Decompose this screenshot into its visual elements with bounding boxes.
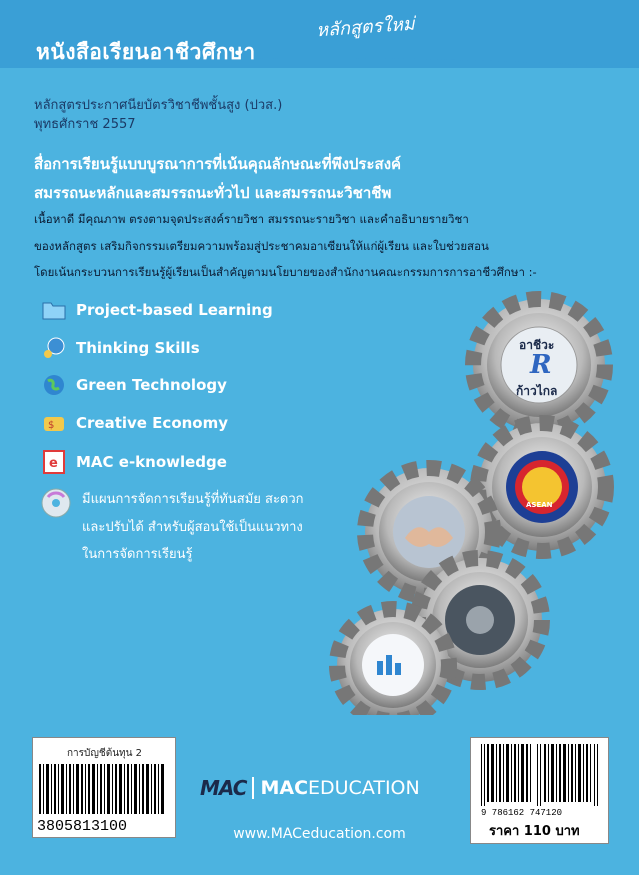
gear-letter: R	[530, 350, 552, 380]
page-title: หนังสือเรียนอาชีวศึกษา	[36, 40, 256, 64]
brand-name-rest: EDUCATION	[308, 777, 420, 799]
isbn-number: 9 786162 747120	[481, 808, 563, 818]
barcode-left	[39, 764, 167, 814]
feature-label: Project-based Learning	[76, 301, 273, 319]
website-url: www.MACeducation.com	[233, 826, 406, 842]
feature-label: MAC e-knowledge	[76, 453, 227, 471]
cd-text-line: ในการจัดการเรียนรู้	[82, 547, 193, 562]
feature-item	[42, 298, 273, 322]
brand-name	[260, 777, 419, 799]
e-book-icon	[42, 450, 66, 474]
cd-text-line: มีแผนการจัดการเรียนรู้ที่ทันสมัย สะดวก	[82, 492, 304, 507]
globe-figure-icon	[42, 336, 66, 360]
brand-logo	[200, 776, 420, 800]
gear-text-bottom: ก้าวไกล	[516, 384, 558, 398]
mac-logo-mark: MAC	[200, 776, 247, 800]
description-line: ของหลักสูตร เสริมกิจกรรมเตรียมความพร้อมสู่ประชาคมอาเซียนให้แก่ผู้เรียน และใบช่วยสอน	[34, 239, 489, 253]
feature-item	[42, 373, 227, 397]
feature-item	[42, 336, 200, 360]
headline-line-1: สื่อการเรียนรู้แบบบูรณาการที่เน้นคุณลักษณะที่พึงประสงค์	[34, 155, 402, 173]
feature-label: Creative Economy	[76, 414, 229, 432]
feature-item	[42, 450, 227, 474]
brand-divider	[252, 777, 254, 799]
brand-name-bold: MAC	[260, 777, 309, 799]
cd-text-line: และปรับได้ สำหรับผู้สอนใช้เป็นแนวทาง	[82, 520, 303, 535]
feature-label: Thinking Skills	[76, 339, 200, 357]
headline-line-2: สมรรถนะหลักและสมรรถนะทั่วไป และสมรรถนะวิชาชีพ	[34, 184, 392, 202]
curriculum-line: หลักสูตรประกาศนียบัตรวิชาชีพชั้นสูง (ปวส.)	[34, 98, 283, 113]
year-line: พุทธศักราช 2557	[34, 117, 136, 132]
description-line: เนื้อหาดี มีคุณภาพ ตรงตามจุดประสงค์รายวิชา สมรรถนะรายวิชา และคำอธิบายรายวิชา	[34, 212, 469, 226]
earth-icon	[42, 373, 66, 397]
isbn-barcode	[481, 744, 599, 806]
new-curriculum-badge: หลักสูตรใหม่	[315, 13, 416, 42]
barcode-box-left	[32, 737, 176, 838]
barcode-number: 3805813100	[37, 818, 128, 835]
gears-illustration	[290, 285, 620, 715]
book-title-label: การบัญชีต้นทุน 2	[67, 748, 142, 759]
asean-label: ASEAN	[526, 501, 553, 509]
money-icon	[42, 411, 66, 435]
description-line: โดยเน้นกระบวนการเรียนรู้ผู้เรียนเป็นสำคัญตามนโยบายของสำนักงานคณะกรรมการการอาชีวศึกษา :-	[34, 265, 537, 279]
svg-text:$: $	[48, 420, 55, 431]
cd-icon	[40, 487, 72, 519]
gear-text-top: อาชีวะ	[519, 338, 555, 352]
svg-text:e: e	[49, 456, 58, 471]
feature-item	[42, 411, 228, 435]
feature-label: Green Technology	[76, 376, 227, 394]
folder-icon	[42, 298, 66, 322]
price-label: ราคา 110 บาท	[489, 824, 580, 839]
